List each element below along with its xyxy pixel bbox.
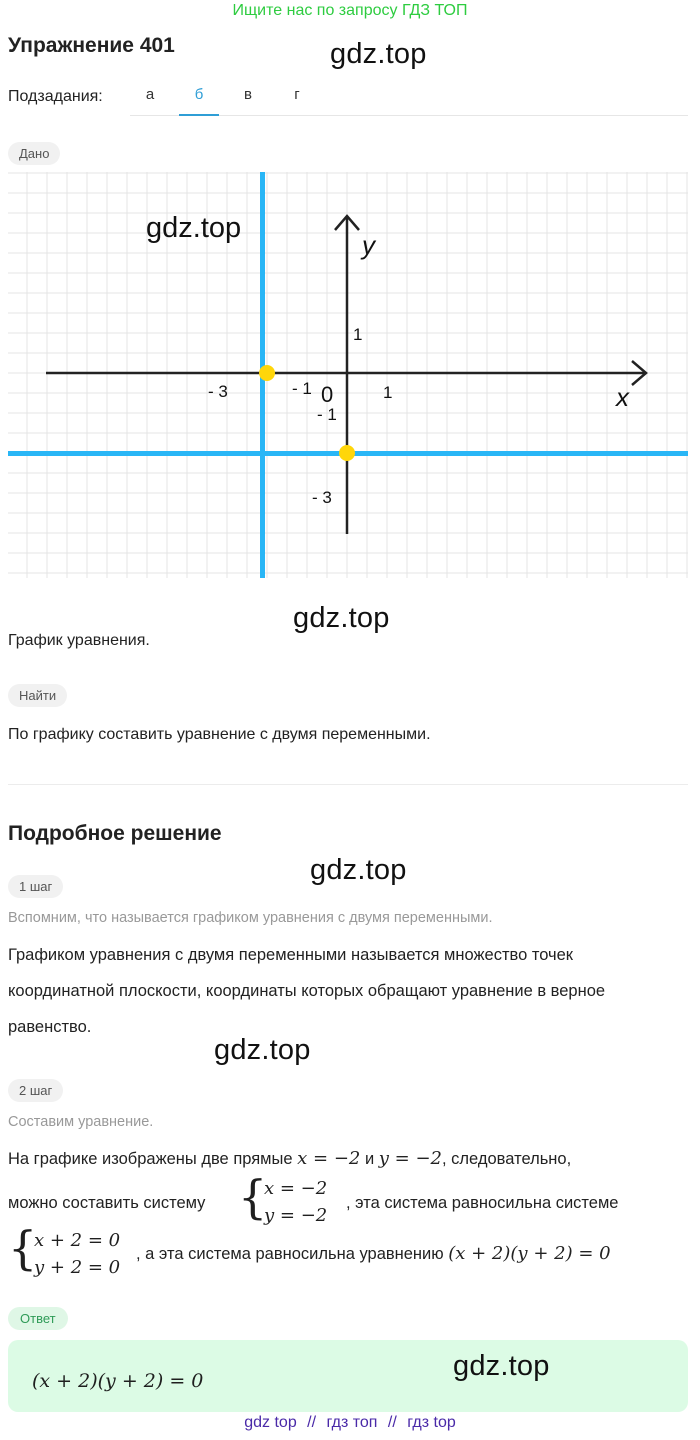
system1-brace: { [238,1170,268,1224]
graph-watermark: gdz.top [146,212,242,244]
point-0-minus2 [339,445,355,461]
answer-formula: (x + 2)(y + 2) = 0 [32,1370,204,1392]
tick-x-1: 1 [383,383,393,402]
origin-label: 0 [321,382,334,407]
x-axis-label: x [616,382,629,412]
step2-badge: 2 шаг [8,1079,63,1102]
tab-a[interactable]: а [145,86,155,103]
footer-links: gdz top // гдз топ // гдз top [244,1414,456,1431]
footer-link-gdz-top[interactable]: gdz top [244,1414,297,1431]
page-title: Упражнение 401 [8,34,175,57]
system2-eq1: x + 2 = 0 [34,1230,121,1251]
watermark: gdz.top [310,854,407,886]
watermark: gdz.top [453,1350,550,1382]
point-minus2-0 [259,365,275,381]
find-text: По графику составить уравнение с двумя переменными. [8,726,431,743]
tick-y-minus-3: - 3 [312,488,332,507]
system2-brace: { [8,1221,38,1275]
tab-g[interactable]: г [294,86,300,103]
answer-badge: Ответ [8,1307,68,1330]
find-badge: Найти [8,684,67,707]
promo-banner: Ищите нас по запросу ГДЗ ТОП [232,2,468,19]
footer-link-gdz-top-ru[interactable]: гдз топ [326,1414,378,1431]
watermark: gdz.top [214,1034,311,1066]
step2-hint: Составим уравнение. [8,1114,154,1130]
subtasks-label: Подзадания: [8,88,103,105]
coordinate-graph [8,172,688,578]
tick-x-minus-3: - 3 [208,382,228,401]
step1-hint: Вспомним, что называется графиком уравнения с двумя переменными. [8,910,493,926]
tick-y-1: 1 [353,325,363,344]
step2-line3: , а эта система равносильна уравнению (x + 2)(y + 2) = 0 [136,1243,611,1264]
tab-b[interactable]: б [179,86,219,116]
system2-eq2: y + 2 = 0 [34,1257,121,1278]
system1-eq2: y = −2 [264,1205,328,1226]
step1-badge: 1 шаг [8,875,63,898]
solution-title: Подробное решение [8,822,222,845]
footer-link-gdz-top-mixed[interactable]: гдз top [407,1414,456,1431]
tick-y-minus-1: - 1 [317,405,337,424]
watermark: gdz.top [293,602,390,634]
step2-line1: На графике изображены две прямые x = −2 и y = −2, следовательно, [8,1148,572,1169]
divider [8,784,688,785]
system1-eq1: x = −2 [264,1178,328,1199]
step2-line2-tail: , эта система равносильна системе [346,1194,619,1212]
given-text: График уравнения. [8,632,150,649]
watermark: gdz.top [330,38,427,70]
step2-line2-text: можно составить систему [8,1194,206,1212]
step1-definition: Графиком уравнения с двумя переменными называется множество точек координатной плоскости, координаты которых обращают уравнение в верное равенство. [8,946,606,1036]
tab-v[interactable]: в [244,86,252,103]
tick-x-minus-1: - 1 [292,379,312,398]
given-badge: Дано [8,142,60,165]
y-axis-label: y [362,230,375,260]
subtasks-tabs [130,80,688,116]
